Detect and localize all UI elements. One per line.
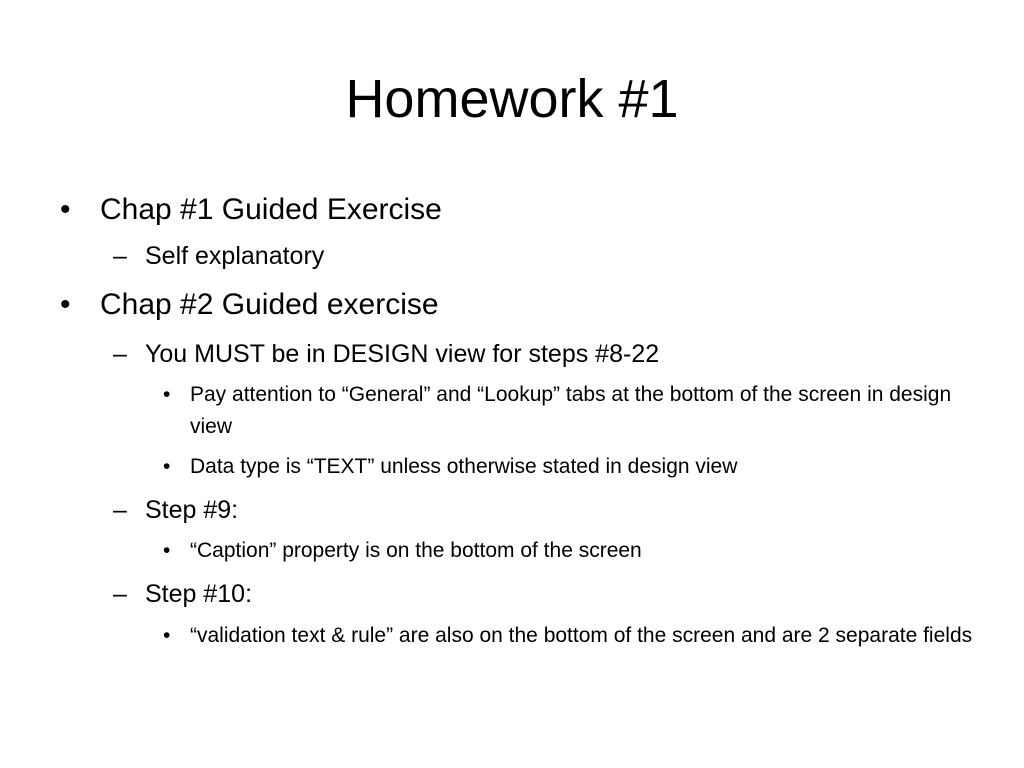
- sub-item-text: You MUST be in DESIGN view for steps #8-22: [145, 340, 660, 368]
- bullet-marker: •: [163, 383, 171, 406]
- dash-marker: –: [113, 496, 127, 524]
- bullet-text: Chap #1 Guided Exercise: [100, 193, 442, 226]
- sub-item-text: Self explanatory: [145, 242, 325, 270]
- bullet-marker: •: [163, 455, 171, 478]
- bullet-text: Chap #2 Guided exercise: [100, 288, 439, 321]
- bullet-marker: •: [163, 539, 171, 562]
- dash-marker: –: [113, 340, 127, 368]
- bullet-marker: •: [163, 624, 171, 647]
- sub-item-text: Step #9:: [145, 496, 239, 524]
- dash-marker: –: [113, 242, 127, 270]
- sub-sub-item-text: “validation text & rule” are also on the bottom of the screen and are 2 separate fields: [190, 624, 973, 647]
- sub-sub-item-text: “Caption” property is on the bottom of the screen: [190, 539, 642, 562]
- bullet-marker: •: [60, 288, 71, 321]
- bullet-marker: •: [60, 193, 71, 226]
- sub-sub-item-text: Pay attention to “General” and “Lookup” tabs at the bottom of the screen in design view: [190, 383, 952, 438]
- sub-sub-item-text: Data type is “TEXT” unless otherwise stated in design view: [190, 455, 738, 478]
- dash-marker: –: [113, 580, 127, 608]
- slide-title: Homework #1: [345, 69, 679, 129]
- sub-item-text: Step #10:: [145, 580, 253, 608]
